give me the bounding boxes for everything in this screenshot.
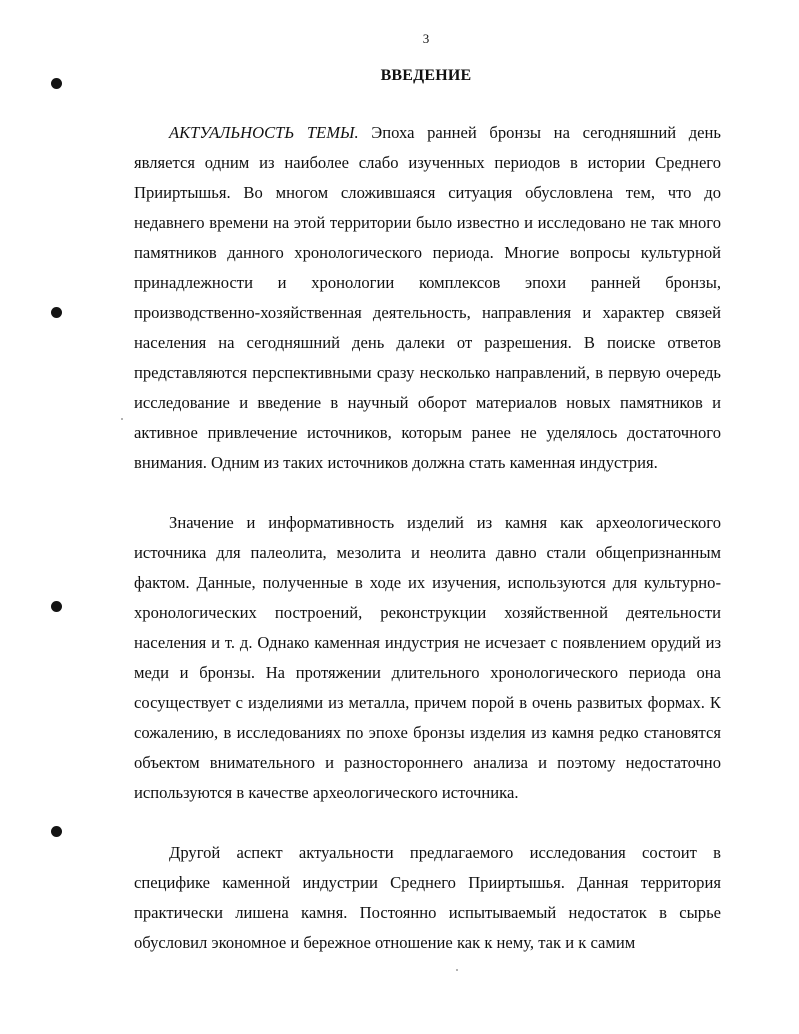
paragraph-1 bbox=[134, 118, 721, 478]
punch-hole-3 bbox=[51, 601, 62, 612]
page-number: 3 bbox=[422, 31, 430, 46]
paragraph-3 bbox=[134, 838, 721, 958]
section-lead: АКТУАЛЬНОСТЬ ТЕМЫ. bbox=[169, 123, 359, 142]
page-title: ВВЕДЕНИЕ bbox=[380, 67, 472, 84]
punch-hole-4 bbox=[51, 826, 62, 837]
scan-speck bbox=[121, 418, 123, 420]
paragraph-2-text: Значение и информативность изделий из камня как археологического источника для палеолита, мезолита и неолита давно стали общепризнанным фактом. Данные, полученные в ходе их изучения, используются для культурно-хронологических построений, реконструкции хозяйственной деятельности населения и т. д. Однако каменная индустрия не исчезает с появлением орудий из меди и бронзы. На протяжении длительного хронологического периода она сосуществует с изделиями из металла, причем порой в очень развитых формах. К сожалению, в исследованиях по эпохе бронзы изделия из камня редко становятся объектом внимательного и разностороннего анализа и поэтому недостаточно используются в качестве археологического источника. bbox=[134, 513, 721, 802]
paragraph-2 bbox=[134, 508, 721, 808]
scan-speck bbox=[456, 969, 458, 971]
paragraph-1-text: Эпоха ранней бронзы на сегодняшний день является одним из наиболее слабо изученных периодов в истории Среднего Прииртышья. Во многом сложившаяся ситуация обусловлена тем, что до недавнего времени на этой территории было известно и исследовано не так много памятников данного хронологического периода. Многие вопросы культурной принадлежности и хронологии комплексов эпохи ранней бронзы, производственно-хозяйственная деятельность, направления и характер связей населения на сегодняшний день далеки от разрешения. В поиске ответов представляются перспективными сразу несколько направлений, в первую очередь исследование и введение в научный оборот материалов новых памятников и активное привлечение источников, которым ранее не уделялось достаточного внимания. Одним из таких источников должна стать каменная индустрия. bbox=[134, 123, 721, 472]
paragraph-3-text: Другой аспект актуальности предлагаемого исследования состоит в специфике каменной индустрии Среднего Прииртышья. Данная территория практически лишена камня. Постоянно испытываемый недостаток в сырье обусловил экономное и бережное отношение как к нему, так и к самим bbox=[134, 843, 721, 952]
punch-hole-2 bbox=[51, 307, 62, 318]
